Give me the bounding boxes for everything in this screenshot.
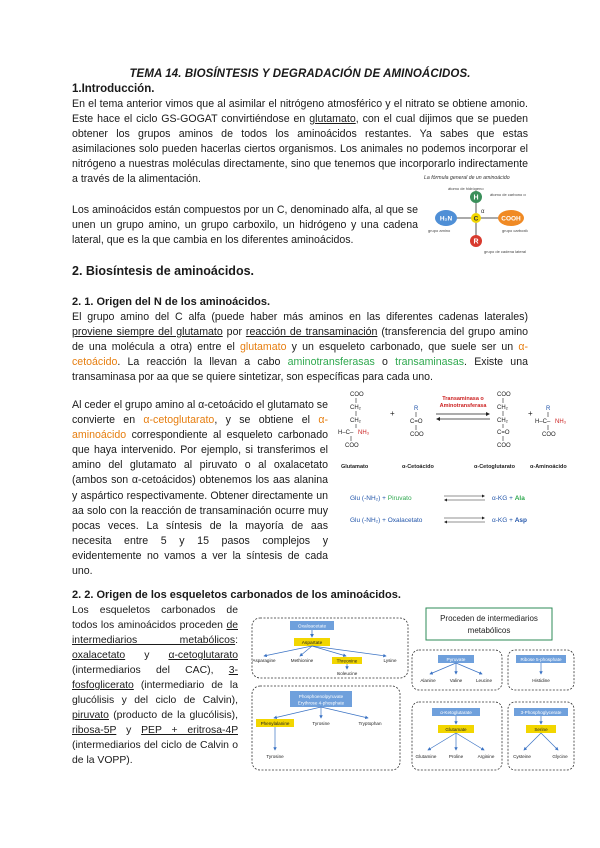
- svg-text:COO: COO: [497, 392, 511, 398]
- intro-paragraph: En el tema anterior vimos que al asimilar el nitrógeno atmosférico y el nitrato se obtiene amonio. Este hace el ciclo GS-GOGAT convirtiéndose en glutamato, con el cual dijimos que se pueden obtener los grupos aminos de todos los aminoácidos restantes. Ya sabes que estas asimilaciones solo pueden hacerlas ciertos organismos. Los animales no podemos incorporar el nitrógeno a nuestras moléculas directamente, sino que tenemos que incorporarlo indirectamente a través de la alimentación.: [72, 98, 528, 186]
- svg-text:Threonine: Threonine: [336, 658, 358, 664]
- svg-text:Proline: Proline: [448, 754, 464, 759]
- banner-line-1: Proceden de intermediarios: [440, 614, 538, 623]
- svg-text:grupo de cadena lateral: grupo de cadena lateral: [484, 249, 527, 254]
- svg-text:H₂N: H₂N: [439, 215, 453, 223]
- label-glutamato: Glutamato: [341, 464, 369, 470]
- svg-text:Phosphoenolpyruvate: Phosphoenolpyruvate: [298, 694, 344, 699]
- svg-text:R: R: [473, 238, 479, 246]
- svg-text:COO: COO: [350, 392, 364, 398]
- svg-text:Lysine: Lysine: [383, 658, 397, 663]
- svg-text:Valine: Valine: [449, 678, 463, 683]
- svg-text:3-Phosphoglycerate: 3-Phosphoglycerate: [520, 710, 562, 715]
- amino-acid-structure-paragraph: Los aminoácidos están compuestos por un C, denominado alfa, al que se unen un grupo amino, un grupo carboxilo, un hidrógeno y una cadena lateral, que es la que cambia en los diferentes aminoácidos.: [72, 204, 418, 247]
- svg-text:Aminotransferasa: Aminotransferasa: [439, 403, 487, 409]
- svg-text:CH₂: CH₂: [497, 405, 508, 411]
- svg-text:Aspartate: Aspartate: [301, 641, 323, 646]
- label-cetoacido: α-Cetoácido: [402, 464, 434, 470]
- carbon-skeleton-paragraph: Los esqueletos carbonados de todos los aminoácidos proceden de intermediarios metabólicos: oxalacetato y α-cetoglutarato (intermediarios del CAC), 3-fosfoglicerato (intermediario de la glucólisis y del ciclo de Calvin), piruvato (producto de la glucólisis), ribosa-5P y PEP + eritrosa-4P (intermediarios del ciclo de Calvin o de la VOPP).: [72, 605, 238, 766]
- glutamate-paragraph: Al ceder el grupo amino al α-cetoácido el glutamato se convierte en α-cetoglutarato, y se obtiene el α-aminoácido correspondiente al esqueleto carbonado que haya intervenido. Por ejemplo, si transferimos el amino del glutamato al piruvato o al oxalacetato (ambos son α-cetoácidos) obtenemos los aas alanina y aspártico respectivamente. Obtener directamente un aa solo con la reacción de transaminación ocurre muy pocas veces. La síntesis de la mayoría de aas necesita entre 5 y 15 pasos complejos y evidentemente no vamos a ver la síntesis de cada uno.: [72, 399, 328, 578]
- equation-alanine-left: Glu (-NH₂) + Piruvato: [350, 495, 412, 502]
- svg-text:Tryptophan: Tryptophan: [358, 721, 382, 726]
- svg-text:Ribose 5-phosphate: Ribose 5-phosphate: [520, 657, 562, 662]
- svg-text:α: α: [481, 209, 485, 215]
- metabolic-origin-diagram: [246, 604, 580, 774]
- svg-text:Asparagine: Asparagine: [252, 658, 276, 663]
- svg-text:Methionine: Methionine: [290, 658, 314, 663]
- equation-aspartate-right: α-KG + Asp: [492, 517, 528, 524]
- svg-text:R: R: [546, 406, 551, 412]
- svg-text:+: +: [528, 409, 533, 418]
- label-aminoacido: α-Aminoácido: [530, 464, 567, 470]
- svg-text:Alanine: Alanine: [420, 678, 436, 683]
- svg-text:COOH: COOH: [501, 215, 521, 223]
- svg-text:Phenylalanine: Phenylalanine: [260, 721, 290, 726]
- page-title: TEMA 14. BIOSÍNTESIS Y DEGRADACIÓN DE AMINOÁCIDOS.: [129, 68, 471, 80]
- svg-text:CH₂: CH₂: [350, 418, 361, 424]
- svg-text:Cysteine: Cysteine: [513, 754, 531, 759]
- svg-text:Glutamine: Glutamine: [415, 754, 437, 759]
- amino-acid-formula-figure: [424, 173, 528, 257]
- svg-text:CH₂: CH₂: [350, 405, 361, 411]
- svg-text:Histidine: Histidine: [532, 678, 550, 683]
- svg-text:Isoleucine: Isoleucine: [336, 671, 358, 676]
- svg-text:Tyrosine: Tyrosine: [266, 754, 284, 759]
- svg-text:Oxaloacetate: Oxaloacetate: [297, 624, 327, 630]
- svg-text:NH₃: NH₃: [358, 430, 370, 436]
- diagram-banner: [426, 608, 552, 640]
- svg-text:C=O: C=O: [410, 419, 423, 425]
- svg-text:H: H: [473, 194, 479, 202]
- banner-line-2: metabólicos: [467, 626, 511, 635]
- svg-text:H–C–: H–C–: [338, 430, 354, 436]
- transamination-reaction-figure: [336, 386, 572, 546]
- svg-text:COO: COO: [542, 432, 556, 438]
- subsection-heading-origin-n: 2. 1. Origen del N de los aminoácidos.: [72, 296, 271, 308]
- svg-text:grupo carboxilo: grupo carboxilo: [502, 228, 528, 233]
- svg-text:C=O: C=O: [497, 430, 510, 436]
- svg-text:H–C–: H–C–: [535, 419, 551, 425]
- equation-aspartate-left: Glu (-NH₂) + Oxalacetato: [350, 517, 423, 524]
- figure-caption: La fórmula general de un aminoácido: [424, 175, 510, 181]
- svg-text:Leucine: Leucine: [475, 678, 493, 683]
- svg-text:Glycine: Glycine: [552, 754, 568, 759]
- svg-text:átomo de carbono α: átomo de carbono α: [490, 192, 526, 197]
- svg-text:Arginine: Arginine: [477, 754, 495, 759]
- section-heading-biosynthesis: 2. Biosíntesis de aminoácidos.: [72, 264, 255, 278]
- svg-text:C: C: [473, 215, 479, 223]
- svg-text:α-Ketoglutarate: α-Ketoglutarate: [440, 710, 472, 715]
- svg-text:CH₂: CH₂: [497, 418, 508, 424]
- svg-text:R: R: [414, 406, 419, 412]
- svg-text:Glutamate: Glutamate: [445, 727, 467, 732]
- equation-alanine-right: α-KG + Ala: [492, 495, 525, 502]
- svg-text:COO: COO: [497, 443, 511, 449]
- section-heading-intro: 1.Introducción.: [72, 83, 155, 95]
- svg-text:COO: COO: [345, 443, 359, 449]
- subsection-heading-carbon-skeletons: 2. 2. Origen de los esqueletos carbonados de los aminoácidos.: [72, 589, 401, 601]
- svg-text:+: +: [390, 409, 395, 418]
- svg-text:átomo de hidrógeno: átomo de hidrógeno: [448, 186, 484, 191]
- svg-text:Transaminasa o: Transaminasa o: [442, 396, 484, 402]
- svg-text:grupo amino: grupo amino: [428, 228, 451, 233]
- svg-text:COO: COO: [410, 432, 424, 438]
- label-cetoglutarato: α-Cetoglutarato: [474, 464, 515, 470]
- svg-text:Pyruvate: Pyruvate: [446, 658, 466, 663]
- transamination-paragraph: El grupo amino del C alfa (puede haber más aminos en las diferentes cadenas laterales) proviene siempre del glutamato por reacción de transaminación (transferencia del grupo amino de una molécula a otra) entre el glutamato y un esqueleto carbonado, que suele ser un α-cetoácido. La reacción la llevan a cabo aminotransferasas o transaminasas. Existe una transaminasa por aa que se quiere sintetizar, son específicas para cada uno.: [72, 311, 528, 384]
- svg-text:Erythrose 4-phosphate: Erythrose 4-phosphate: [297, 700, 345, 706]
- svg-text:Serine: Serine: [534, 727, 548, 732]
- svg-text:NH₃: NH₃: [555, 419, 567, 425]
- svg-text:Tyrosine: Tyrosine: [312, 721, 330, 726]
